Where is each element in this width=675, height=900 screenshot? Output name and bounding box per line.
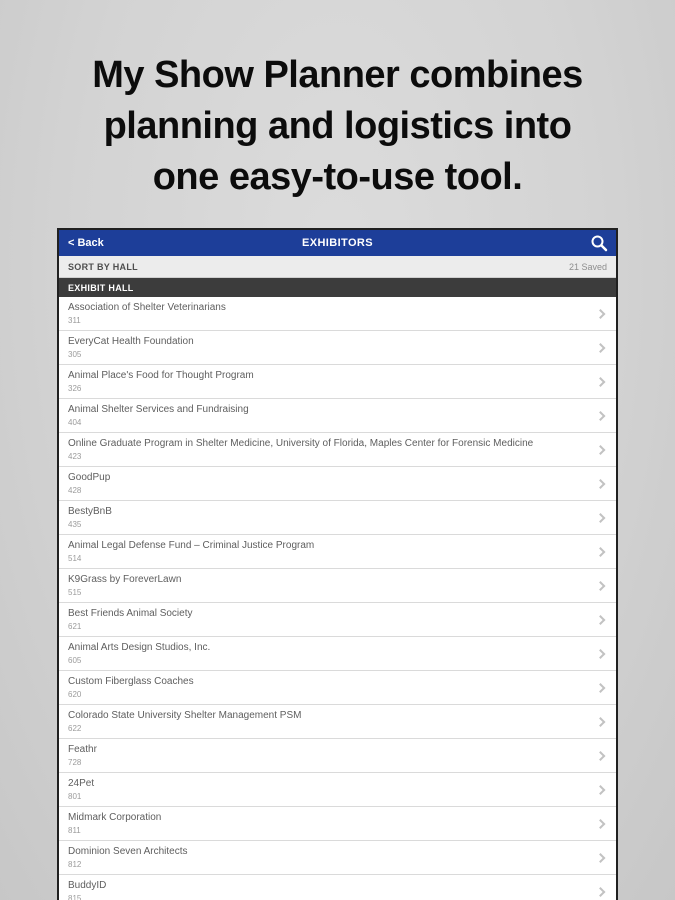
headline-line-2: planning and logistics into — [103, 105, 572, 147]
page-title: EXHIBITORS — [301, 237, 374, 249]
exhibitor-name: BestyBnB — [68, 506, 112, 517]
booth-number: 620 — [68, 690, 82, 699]
exhibitor-name: Online Graduate Program in Shelter Medicine, University of Florida, Maples Center for Forensic Medicine — [68, 438, 534, 449]
exhibitor-row[interactable] — [59, 297, 616, 331]
booth-number: 326 — [68, 384, 82, 393]
chevron-right-icon — [596, 887, 606, 897]
exhibitor-name: EveryCat Health Foundation — [68, 336, 194, 347]
promo-headline — [0, 50, 675, 203]
booth-number: 428 — [68, 486, 82, 495]
chevron-right-icon — [596, 513, 606, 523]
chevron-right-icon — [596, 581, 606, 591]
exhibitor-name: Association of Shelter Veterinarians — [68, 302, 226, 313]
chevron-right-icon — [596, 785, 606, 795]
booth-number: 621 — [68, 622, 82, 631]
exhibitor-row[interactable] — [59, 331, 616, 365]
booth-number: 812 — [68, 860, 82, 869]
exhibitor-name: Dominion Seven Architects — [68, 846, 188, 857]
exhibitor-row[interactable] — [59, 671, 616, 705]
app-screenshot — [57, 228, 618, 900]
exhibitor-name: Best Friends Animal Society — [68, 608, 193, 619]
exhibitor-row[interactable] — [59, 705, 616, 739]
booth-number: 728 — [68, 758, 82, 767]
exhibitor-name: BuddyID — [68, 880, 107, 891]
exhibitor-name: Animal Place's Food for Thought Program — [68, 370, 254, 381]
headline-line-1: My Show Planner combines — [92, 54, 583, 96]
exhibitor-name: Animal Arts Design Studios, Inc. — [68, 642, 211, 653]
chevron-right-icon — [596, 649, 606, 659]
booth-number: 423 — [68, 452, 82, 461]
exhibitor-row[interactable] — [59, 603, 616, 637]
exhibitor-name: K9Grass by ForeverLawn — [68, 574, 182, 585]
exhibitor-list — [59, 297, 616, 900]
chevron-right-icon — [596, 615, 606, 625]
exhibitor-row[interactable] — [59, 433, 616, 467]
navigation-bar — [59, 230, 616, 256]
back-button[interactable]: < Back — [68, 237, 104, 249]
chevron-right-icon — [596, 411, 606, 421]
chevron-right-icon — [596, 445, 606, 455]
chevron-right-icon — [596, 479, 606, 489]
exhibitor-row[interactable] — [59, 773, 616, 807]
exhibitor-row[interactable] — [59, 501, 616, 535]
chevron-right-icon — [596, 683, 606, 693]
chevron-right-icon — [596, 819, 606, 829]
sort-bar — [59, 256, 616, 278]
booth-number: 801 — [68, 792, 82, 801]
saved-count: 21 Saved — [568, 261, 607, 272]
chevron-right-icon — [596, 343, 606, 353]
booth-number: 514 — [68, 554, 82, 563]
exhibitor-name: Colorado State University Shelter Management PSM — [68, 710, 302, 721]
sort-by-hall-button[interactable]: SORT BY HALL — [68, 261, 138, 272]
chevron-right-icon — [596, 309, 606, 319]
chevron-right-icon — [596, 853, 606, 863]
booth-number: 605 — [68, 656, 82, 665]
booth-number: 311 — [68, 316, 81, 325]
exhibitor-row[interactable] — [59, 807, 616, 841]
booth-number: 811 — [68, 826, 81, 835]
exhibitor-name: Midmark Corporation — [68, 812, 162, 823]
exhibitor-row[interactable] — [59, 875, 616, 900]
exhibitor-name: Animal Shelter Services and Fundraising — [68, 404, 249, 415]
chevron-right-icon — [596, 751, 606, 761]
exhibitor-row[interactable] — [59, 467, 616, 501]
exhibitor-name: 24Pet — [68, 778, 95, 789]
exhibitor-row[interactable] — [59, 365, 616, 399]
exhibitor-row[interactable] — [59, 739, 616, 773]
exhibitor-row[interactable] — [59, 399, 616, 433]
exhibitor-row[interactable] — [59, 841, 616, 875]
headline-line-3: one easy-to-use tool. — [152, 156, 523, 198]
booth-number: 622 — [68, 724, 82, 733]
exhibitor-row[interactable] — [59, 535, 616, 569]
exhibitor-name: Feathr — [68, 744, 97, 755]
chevron-right-icon — [596, 547, 606, 557]
search-icon[interactable] — [590, 234, 608, 252]
chevron-right-icon — [596, 377, 606, 387]
booth-number: 305 — [68, 350, 82, 359]
booth-number: 435 — [68, 520, 82, 529]
chevron-right-icon — [596, 717, 606, 727]
section-header-exhibit-hall: EXHIBIT HALL — [59, 278, 616, 297]
booth-number: 815 — [68, 894, 82, 900]
exhibitor-name: Custom Fiberglass Coaches — [68, 676, 194, 687]
exhibitor-row[interactable] — [59, 637, 616, 671]
booth-number: 404 — [68, 418, 82, 427]
booth-number: 515 — [68, 588, 82, 597]
exhibitor-name: GoodPup — [68, 472, 111, 483]
exhibitor-row[interactable] — [59, 569, 616, 603]
exhibitor-name: Animal Legal Defense Fund – Criminal Justice Program — [68, 540, 315, 551]
